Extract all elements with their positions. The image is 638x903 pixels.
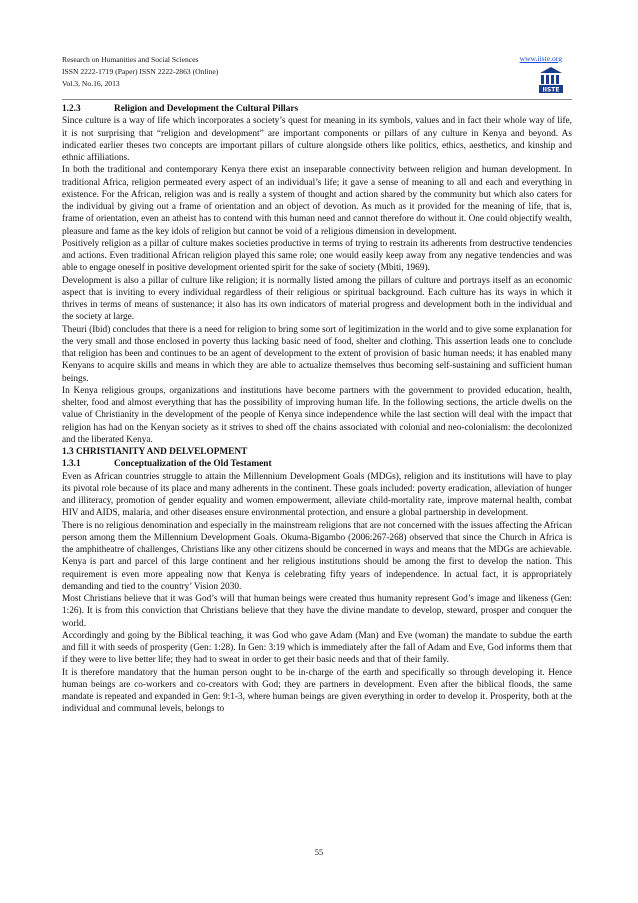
paragraph: In both the traditional and contemporary Kenya there exist an inseparable connectivity between religion and human development. In traditional Africa, religion permeated every aspect of an individual’s life; it gave a sense of meaning to all and each and everything in existence. For the African, religion was and is really a system of thought and action shared by the community but which also caters for the individual by giving out a frame of orientation and an object of devotion. As much as it provided for the meaning of life, that is, frame of orientation, even an atheist has to contend with this human need and cannot therefore do without it. One could objectify wealth, pleasure and fame as the key idols of religion but cannot be void of a religious dimension in development. <box>62 165 572 237</box>
section-number: 1.3.1 <box>62 459 81 470</box>
iiste-logo-icon <box>538 66 564 94</box>
section-heading-1-3: 1.3 CHRISTIANITY AND DELVELOPMENT <box>62 447 248 457</box>
journal-volume: Vol.3, No.16, 2013 <box>62 79 120 89</box>
section-heading-1-3-1 <box>62 458 572 470</box>
section-heading-1-2-3 <box>62 103 572 115</box>
paragraph: Positively religion as a pillar of culture makes societies productive in terms of trying to restrain its adherents from destructive tendencies and actions. Even traditional African religion played this same role; one would easily keep away from any negative tendencies and was able to engage oneself in positive development oriented spirit for the sake of society (Mbiti, 1969). <box>62 238 572 274</box>
paragraph: There is no religious denomination and especially in the mainstream religions that are not concerned with the issues affecting the African person among them the Millennium Development Goals. Okuma-Bigambo (2006:267-268) observed that since the Church in Africa is the amphitheatre of challenges, Christians like any other citizens should be concerned in ways and means that the MDGs are achievable. Kenya is part and parcel of this large continent and her religious institutions should be among the first to develop the nation. This requirement is even more appealing now that Kenya is celebrating fifty years of independence. In actual fact, it is appropriately demanding and tied to the country’ Vision 2030. <box>62 520 572 592</box>
section-number: 1.2.3 <box>62 104 81 114</box>
journal-issn: ISSN 2222-1719 (Paper) ISSN 2222-2863 (Online) <box>62 67 219 77</box>
section-title: Conceptualization of the Old Testament <box>114 459 272 470</box>
section-title: Religion and Development the Cultural Pillars <box>114 104 299 114</box>
paragraph: Accordingly and going by the Biblical teaching, it was God who gave Adam (Man) and Eve (woman) the mandate to subdue the earth and fill it with seeds of prosperity (Gen: 1:28). In Gen: 3:19 which is immediately after the fall of Adam and Eve, God informs them that if they were to live better life; they had to sweat in order to get their basic needs and that of their family. <box>62 630 572 666</box>
paragraph: It is therefore mandatory that the human person ought to be in-charge of the earth and specifically so through developing it. Hence human beings are co-workers and co-creators with God; they are partners in development. Even after the biblical floods, the same mandate is repeated and expanded in Gen: 9:1-3, where human beings are given everything in order to develop it. Prosperity, both at the individual and communal levels, belongs to <box>62 667 572 715</box>
paragraph: Since culture is a way of life which incorporates a society’s quest for meaning in its symbols, values and in fact their whole way of life, it is not surprising that “religion and development” are important components or pillars of any culture in Kenya and beyond. As indicated earlier theses two concepts are important pillars of culture alongside others like politics, ethics, aesthetics, and kinship and ethnic affiliations. <box>62 116 572 163</box>
paragraph: Even as African countries struggle to attain the Millennium Development Goals (MDGs), religion and its institutions will have to play its pivotal role because of its place and many adherents in the continent. These goals included: poverty eradication, alleviation of hunger and illiteracy, promotion of gender equality and women empowerment, alleviate child-mortality rate, improve maternal health, combat HIV and AIDS, malaria, and other diseases ensure environmental protection, and ensure a global partnership in development. <box>62 471 572 519</box>
paragraph: In Kenya religious groups, organizations and institutions have become partners with the government to provided education, health, shelter, food and almost everything that has the possibility of improving human life. In the following sections, the article dwells on the value of Christianity in the development of the people of Kenya since independence while the last section will deal with the impact that religion has had on the Kenyan society as it strives to shed off the chains associated with colonial and neo-colonialism: the decolonized and the liberated Kenya. <box>62 385 572 445</box>
iiste-logo <box>538 66 564 94</box>
paragraph: Development is also a pillar of culture like religion; it is normally listed among the pillars of culture and portrays itself as an economic aspect that is inviting to every individual regardless of their religious or spiritual background. Each culture has its ways in which it thrives in terms of means of sustenance; it also has its own indicators of material progress and development both in the individual and the society at large. <box>62 275 572 323</box>
article-body <box>62 103 572 716</box>
svg-text:IISTE: IISTE <box>542 86 560 94</box>
page-header <box>62 54 572 98</box>
journal-url-link[interactable]: www.iiste.org <box>519 54 562 63</box>
paragraph: Theuri (Ibid) concludes that there is a need for religion to bring some sort of legitimization in the world and to give some explanation for the very small and those enclosed in poverty thus lacking basic need of food, shelter and clothing. This assertion leads one to conclude that religion has been and continues to be an agent of development to the extent of provision of basic human needs; it has enabled many Kenyans to acquire skills and means in which they are able to actualize themselves thus becoming self-sustaining and sufficient human beings. <box>62 324 572 384</box>
header-divider <box>62 99 572 100</box>
page-number: 55 <box>314 847 324 857</box>
journal-name: Research on Humanities and Social Sciences <box>62 55 199 64</box>
paragraph: Most Christians believe that it was God’s will that human beings were created thus humanity represent God’s image and likeness (Gen: 1:26). It is from this conviction that Christians believe that they have the divine mandate to develop, steward, prosper and conquer the world. <box>62 594 572 629</box>
